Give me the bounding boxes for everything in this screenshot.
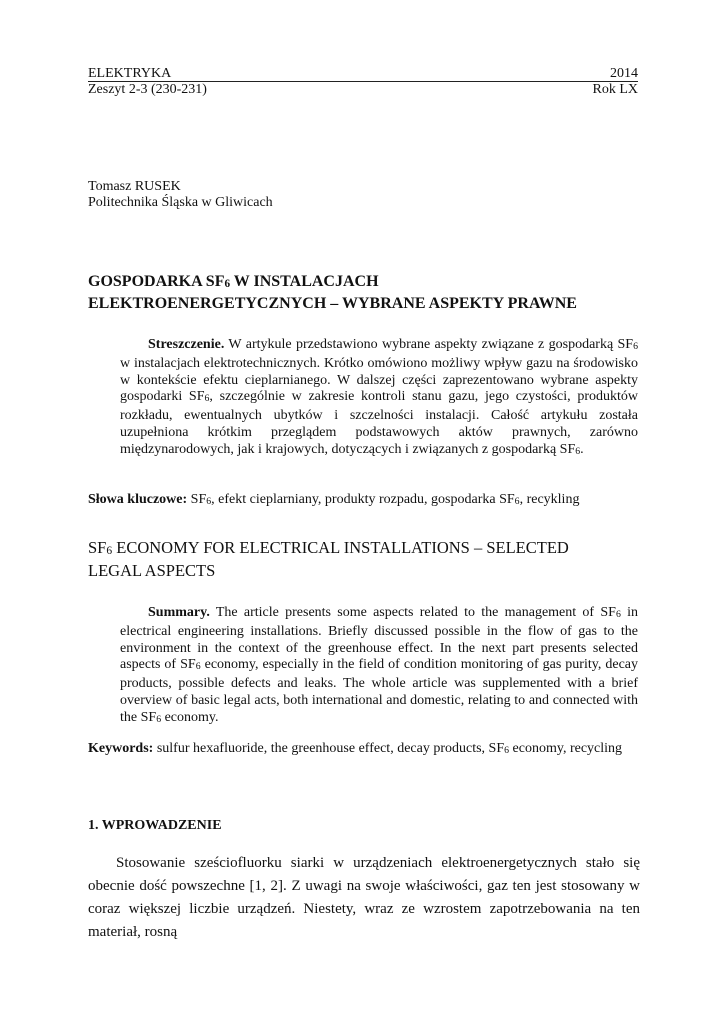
title-english-line-2: LEGAL ASPECTS [88, 561, 216, 581]
header-row-2 [88, 82, 638, 98]
author-affiliation: Politechnika Śląska w Gliwicach [88, 195, 273, 210]
abstract-english-label: Summary. [148, 605, 210, 620]
running-header-2 [88, 82, 638, 98]
abstract-polish-label: Streszczenie. [148, 337, 225, 352]
title-english [88, 538, 648, 581]
running-header [88, 66, 638, 82]
journal-volume: Rok LX [592, 82, 638, 97]
keywords-polish-label: Słowa kluczowe: [88, 492, 188, 507]
keywords-polish: Słowa kluczowe: $SF_6$, efekt cieplarniany, produkty rozpadu, gospodarka $SF_6$, recykling [88, 492, 580, 507]
journal-name: ELEKTRYKA [88, 66, 172, 81]
journal-year: 2014 [610, 66, 638, 81]
title-polish-line-2: ELEKTROENERGETYCZNYCH – WYBRANE ASPEKTY PRAWNE [88, 295, 577, 313]
body-paragraph: Stosowanie sześciofluorku siarki w urządzeniach elektroenergetycznych stało się obecnie dość powszechne [1, 2]. Z uwagi na swoje właściwości, gaz ten jest stosowany w coraz większej liczbie urządzeń. Niestety, wraz ze wzrostem zapotrzebowania na ten materiał, rosną [88, 855, 640, 940]
journal-issue: Zeszyt 2-3 (230-231) [88, 82, 207, 97]
author-name: Tomasz RUSEK [88, 179, 181, 194]
keywords-english: Keywords: sulfur hexafluoride, the greenhouse effect, decay products, $SF_6$ economy, recycling [88, 741, 623, 756]
author-block [88, 179, 273, 211]
abstract-english: Summary. The article presents some aspects related to the management of $SF_6$ in electrical engineering installations. Briefly discussed possible in the flow of gas to the environment in the context of the greenhouse effect. In the next part presents selected aspects of $SF_6$ economy, especially in the field of condition monitoring of gas purity, decay products, possible defects and leaks. The whole article was supplemented with a brief overview of basic legal acts, both international and domestic, relating to and connected with the $SF_6$ economy. [120, 605, 638, 725]
title-polish-line-1: GOSPODARKA $SF_6$ W INSTALACJACH [88, 273, 379, 291]
title-polish [88, 272, 648, 313]
header-row-1 [88, 66, 638, 82]
abstract-polish: Streszczenie. W artykule przedstawiono wybrane aspekty związane z gospodarką $SF_6$ w instalacjach elektrotechnicznych. Krótko omówiono możliwy wpływ gazu na środowisko w kontekście efektu cieplarnianego. W dalszej części zaprezentowano wybrane aspekty gospodarki $SF_6$, szczególnie w zakresie kontroli stanu gazu, jego czystości, produktów rozkładu, ewentualnych ubytków i szczelności instalacji. Całość artykułu została uzupełniona krótkim przeglądem podstawowych aktów prawnych, zarówno międzynarodowych, jak i krajowych, dotyczących i związanych z gospodarką $SF_6$. [120, 337, 639, 457]
title-english-line-1: $SF_6$ ECONOMY FOR ELECTRICAL INSTALLATIONS – SELECTED [88, 538, 569, 558]
keywords-english-label: Keywords: [88, 741, 154, 756]
section-heading: 1. WPROWADZENIE [88, 818, 222, 833]
